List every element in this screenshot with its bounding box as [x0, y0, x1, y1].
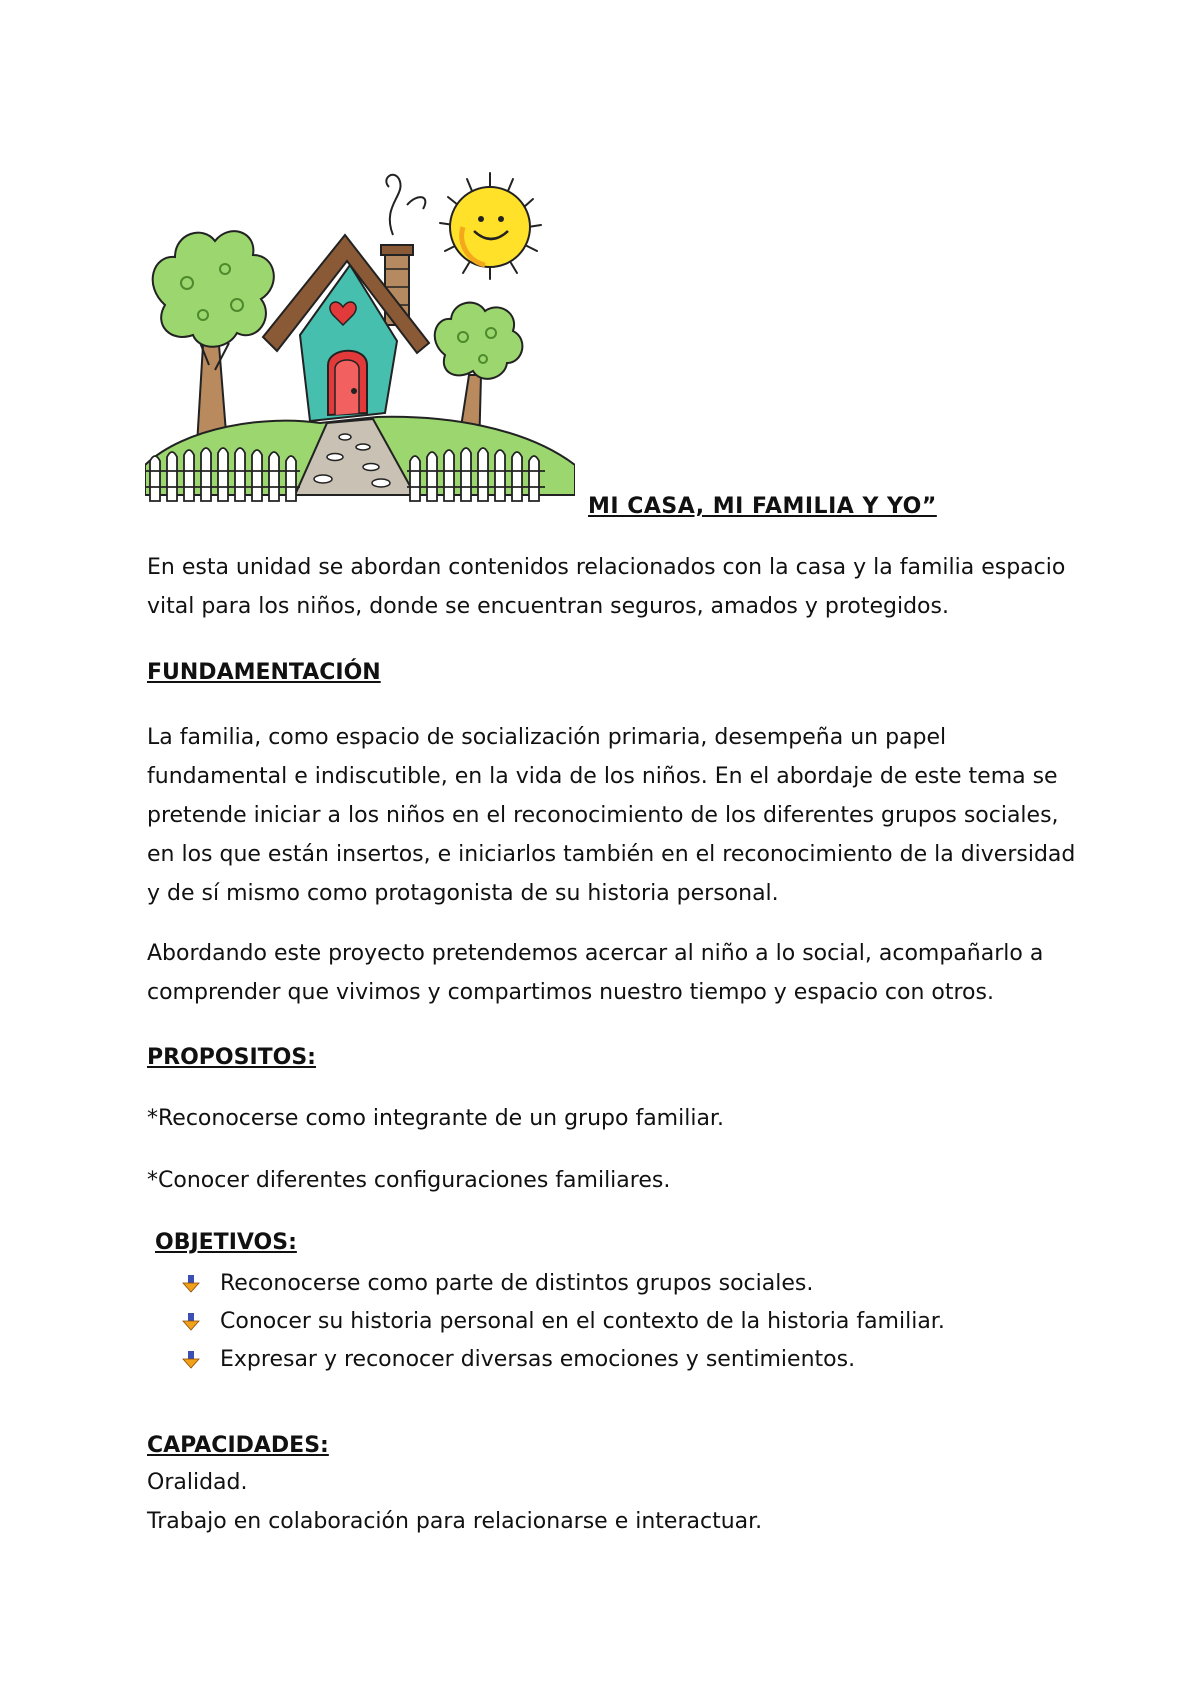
- fundamentacion-heading: FUNDAMENTACIÓN: [147, 660, 381, 685]
- left-tree-icon: [153, 231, 274, 445]
- list-item: [180, 1340, 945, 1378]
- capacidades-heading: CAPACIDADES:: [147, 1433, 329, 1458]
- intro-paragraph: En esta unidad se abordan contenidos relacionados con la casa y la familia espacio vital para los niños, donde se encuentran seguros, amados y protegidos.: [147, 555, 1066, 619]
- list-item: [180, 1264, 945, 1302]
- objetivos-list: [180, 1264, 945, 1378]
- capacidad-item: Oralidad.: [147, 1470, 248, 1495]
- sun-icon: [440, 173, 541, 279]
- smoke-icon: [386, 175, 425, 235]
- objetivo-text: Conocer su historia personal en el contexto de la historia familiar.: [220, 1308, 945, 1334]
- arrow-bullet-icon: [180, 1272, 202, 1294]
- document-title: MI CASA, MI FAMILIA Y YO”: [588, 494, 937, 519]
- proposito-item: *Conocer diferentes configuraciones familiares.: [147, 1168, 671, 1193]
- arrow-bullet-icon: [180, 1310, 202, 1332]
- arrow-bullet-icon: [180, 1348, 202, 1370]
- objetivo-text: Reconocerse como parte de distintos grupos sociales.: [220, 1270, 814, 1296]
- house-illustration: [145, 165, 575, 525]
- propositos-heading: PROPOSITOS:: [147, 1045, 316, 1070]
- objetivo-text: Expresar y reconocer diversas emociones y sentimientos.: [220, 1346, 856, 1372]
- list-item: [180, 1302, 945, 1340]
- fundamentacion-paragraph-2: Abordando este proyecto pretendemos acercar al niño a lo social, acompañarlo a comprender que vivimos y compartimos nuestro tiempo y espacio con otros.: [147, 941, 1044, 1005]
- objetivos-heading: OBJETIVOS:: [155, 1230, 297, 1255]
- fundamentacion-paragraph-1: La familia, como espacio de socialización primaria, desempeña un papel fundamental e indiscutible, en la vida de los niños. En el abordaje de este tema se pretende iniciar a los niños en el reconocimiento de los diferentes grupos sociales, en los que están insertos, e iniciarlos también en el reconocimiento de la diversidad y de sí mismo como protagonista de su historia personal.: [147, 725, 1076, 906]
- capacidad-item: Trabajo en colaboración para relacionarse e interactuar.: [147, 1509, 763, 1534]
- proposito-item: *Reconocerse como integrante de un grupo familiar.: [147, 1106, 724, 1131]
